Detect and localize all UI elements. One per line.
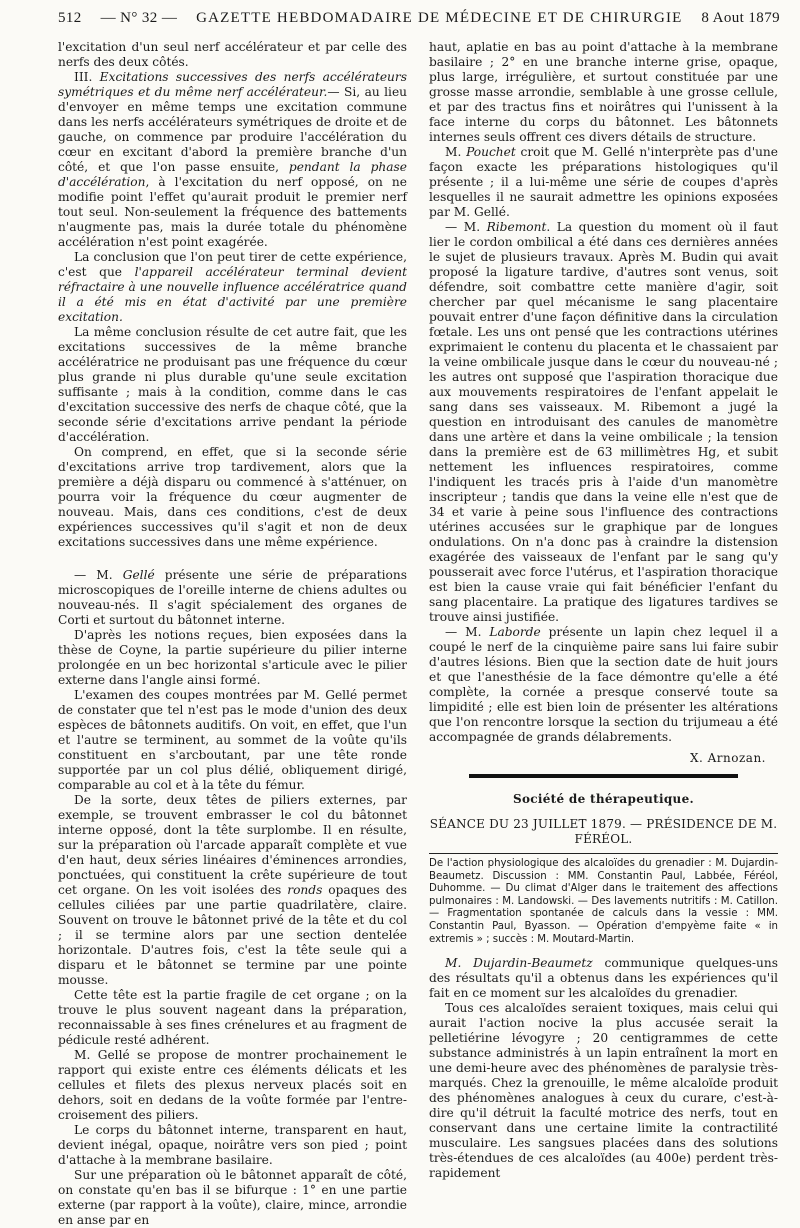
paragraph: M. Dujardin-Beaumetz communique quelques-uns des résultats qu'il a obtenus dans les expériences qu'il fait en ce moment sur les alcaloïdes du grenadier. xyxy=(429,956,779,1001)
left-column xyxy=(58,40,407,1228)
right-column xyxy=(429,40,778,1228)
paragraph: M. Pouchet croit que M. Gellé n'interprète pas d'une façon exacte les préparations histologiques qu'il présente ; il a lui-même une série de coupes d'après lesquelles il ne saurait admettre les opinions exposées par M. Gellé. xyxy=(429,145,778,219)
paragraph: — M. Gellé présente une série de préparations microscopiques de l'oreille interne de chiens adultes ou nouveau-nés. Il s'agit spécialement des organes de Corti et surtout du bâtonnet interne. xyxy=(58,568,407,627)
paragraph: La même conclusion résulte de cet autre fait, que les excitations successives de la même branche accélératrice ne produisant pas une fréquence du cœur plus grande ni plus durable qu'une seule excitation suffisante ; mais à la condition, comme dans le cas d'excitation successive des nerfs de chaque côté, que la seconde série d'excitations arrive pendant la période d'accélération. xyxy=(58,325,407,444)
paragraph: La conclusion que l'on peut tirer de cette expérience, c'est que l'appareil accélérateur terminal devient réfractaire à une nouvelle influence accélératrice quand il a été mis en état d'activité par une première excitation. xyxy=(58,250,407,324)
paragraph: III. Excitations successives des nerfs accélérateurs symétriques et du même nerf accélérateur.— Si, au lieu d'envoyer en même temps une excitation commune dans les nerfs accélérateurs symétriques de droite et de gauche, on commence par produire l'accélération du cœur en excitant d'abord la première branche d'un côté, et que l'on passe ensuite, pendant la phase d'accélération, à l'excitation du nerf opposé, on ne modifie point l'effet qu'aurait produit le premier nerf tout seul. Non-seulement la fréquence des battements n'augmente pas, mais la durée totale du phénomène accélération n'est point exagérée. xyxy=(58,70,408,249)
page-header xyxy=(58,10,780,34)
paragraph: haut, aplatie en bas au point d'attache à la membrane basilaire ; 2° en une branche interne grise, opaque, plus large, irrégulière, et surtout constituée par une grosse masse arrondie, semblable à une grosse cellule, et par des tractus fins et noirâtres qui l'unissent à la face interne du corps du bâtonnet. Les bâtonnets internes seuls offrent ces divers détails de structure. xyxy=(429,40,778,144)
page-number: 512 xyxy=(58,10,82,26)
issue-date: 8 Aout 1879 xyxy=(701,10,780,26)
issue-number: — N° 32 — xyxy=(100,10,178,26)
session-heading: SÉANCE DU 23 JUILLET 1879. — PRÉSIDENCE DE M. FÉRÉOL. xyxy=(429,817,778,846)
paragraph: L'examen des coupes montrées par M. Gellé permet de constater que tel n'est pas le mode d'union des deux espèces de bâtonnets auditifs. On voit, en effet, que l'un et l'autre se terminent, au sommet de la voûte qu'ils constituent en s'arcboutant, par une tête ronde supportée par un col plus délié, obliquement dirigé, comparable au col et à la tête du fémur. xyxy=(58,688,407,792)
paragraph: Sur une préparation où le bâtonnet apparaît de côté, on constate qu'en bas il se bifurque : 1° en une partie externe (par rapport à la voûte), claire, mince, arrondie en anse par en xyxy=(58,1168,407,1227)
paragraph: — M. Laborde présente un lapin chez lequel il a coupé le nerf de la cinquième paire sans lui faire subir d'autres lésions. Bien que la section date de huit jours et que l'anesthésie de la face démontre qu'elle a été complète, la cornée a presque conservé toute sa limpidité ; elle est bien loin de présenter les altérations que l'on rencontre lorsque la section du trijumeau a été accompagnée de grands délabrements. xyxy=(429,625,778,744)
text-columns xyxy=(58,40,780,1228)
paragraph: On comprend, en effet, que si la seconde série d'excitations arrive trop tardivement, alors que la première a déjà disparu ou commencé à s'atténuer, on pourra voir la fréquence du cœur augmenter de nouveau. Mais, dans ces conditions, c'est de deux expériences successives qu'il s'agit et non de deux excitations successives dans une même expérience. xyxy=(58,445,407,549)
session-summary: De l'action physiologique des alcaloïdes du grenadier : M. Dujardin-Beaumetz. Discussion : MM. Constantin Paul, Labbée, Féréol, Duhomme. — Du climat d'Alger dans le traitement des affections pulmonaires : M. Landowski. — Des lavements nutritifs : M. Catillon. — Fragmentation spontanée de calculs dans la vessie : MM. Constantin Paul, Byasson. — Opération d'empyème faite « in extremis » ; succès : M. Moutard-Martin. xyxy=(429,853,778,946)
journal-title: GAZETTE HEBDOMADAIRE DE MÉDECINE ET DE CHIRURGIE xyxy=(196,10,683,26)
section-title: Société de thérapeutique. xyxy=(512,792,694,806)
paragraph: M. Gellé se propose de montrer prochainement le rapport qui existe entre ces éléments délicats et les cellules et filets des plexus nerveux placés soit en dehors, soit en dedans de la voûte formée par l'entre-croisement des piliers. xyxy=(58,1048,407,1122)
paragraph: De la sorte, deux têtes de piliers externes, par exemple, se trouvent embrasser le col du bâtonnet interne opposé, dont la tête surplombe. Il en résulte, sur la préparation où l'arcade apparaît complète et vue d'en haut, deux séries linéaires d'éminences arrondies, ponctuées, qui constituent la crête supérieure de tout cet organe. On les voit isolées des ronds opaques des cellules ciliées par une partie quadrilatère, claire. Souvent on trouve le bâtonnet privé de la tête et du col ; il se termine alors par une section dentelée horizontale. D'autres fois, c'est la tête seule qui a disparu et le bâtonnet se termine par une pointe mousse. xyxy=(58,793,407,987)
paragraph: Tous ces alcaloïdes seraient toxiques, mais celui qui aurait l'action nocive la plus accusée serait la pelletiérine lévogyre ; 20 centigrammes de cette substance administrés à un lapin entraînent la mort en une demi-heure avec des phénomènes de paralysie très-marqués. Chez la grenouille, le même alcaloïde produit des phénomènes analogues à ceux du curare, c'est-à-dire qu'il détruit la faculté motrice des nerfs, tout en conservant dans une certaine limite la contractilité musculaire. Les sangsues placées dans des solutions très-étendues de ces alcaloïdes (au 400e) perdent très-rapidement xyxy=(429,1001,778,1181)
paragraph: D'après les notions reçues, bien exposées dans la thèse de Coyne, la partie supérieure du pilier interne prolongée en un bec horizontal s'articule avec le pilier externe dans l'angle ainsi formé. xyxy=(58,628,407,687)
author-signature: X. Arnozan. xyxy=(689,751,766,765)
paragraph: Cette tête est la partie fragile de cet organe ; on la trouve le plus souvent nageant dans la préparation, reconnaissable à ses fines crénelures et au fragment de pédicule resté adhérent. xyxy=(58,988,407,1047)
section-divider xyxy=(469,774,738,778)
paragraph: Le corps du bâtonnet interne, transparent en haut, devient inégal, opaque, noirâtre vers son pied ; point d'attache à la membrane basilaire. xyxy=(58,1123,407,1167)
paragraph: l'excitation d'un seul nerf accélérateur et par celle des nerfs des deux côtés. xyxy=(58,40,407,69)
paragraph: — M. Ribemont. La question du moment où il faut lier le cordon ombilical a été dans ces dernières années le sujet de plusieurs travaux. Après M. Budin qui avait proposé la ligature tardive, d'autres sont venus, soit défendre, soit combattre cette manière d'agir, soit chercher par quel mécanisme le sang placentaire pouvait entrer d'une façon définitive dans la circulation fœtale. Les uns ont pensé que les contractions utérines exprimaient le contenu du placenta et le chassaient par la veine ombilicale jusque dans le cœur du nouveau-né ; les autres ont supposé que l'aspiration thoracique due aux mouvements respiratoires de l'enfant appelait le sang dans ses vaisseaux. M. Ribemont a jugé la question en introduisant des canules de manomètre dans une artère et dans la veine ombilicale ; la tension dans la première est de 63 millimètres Hg, et subit nettement les influences respiratoires, comme l'indiquent les tracés pris à l'aide d'un manomètre inscripteur ; tandis que dans la veine elle n'est que de 34 et varie à peine sous l'influence des contractions utérines accusées sur le graphique par de longues ondulations. On n'a donc pas à craindre la distension exagérée des vaisseaux de l'enfant par le sang qu'y pousserait avec force l'utérus, et l'aspiration thoracique est bien la cause vraie qui fait bénéficier l'enfant du sang placentaire. La pratique des ligatures tardives se trouve ainsi justifiée. xyxy=(429,220,778,624)
